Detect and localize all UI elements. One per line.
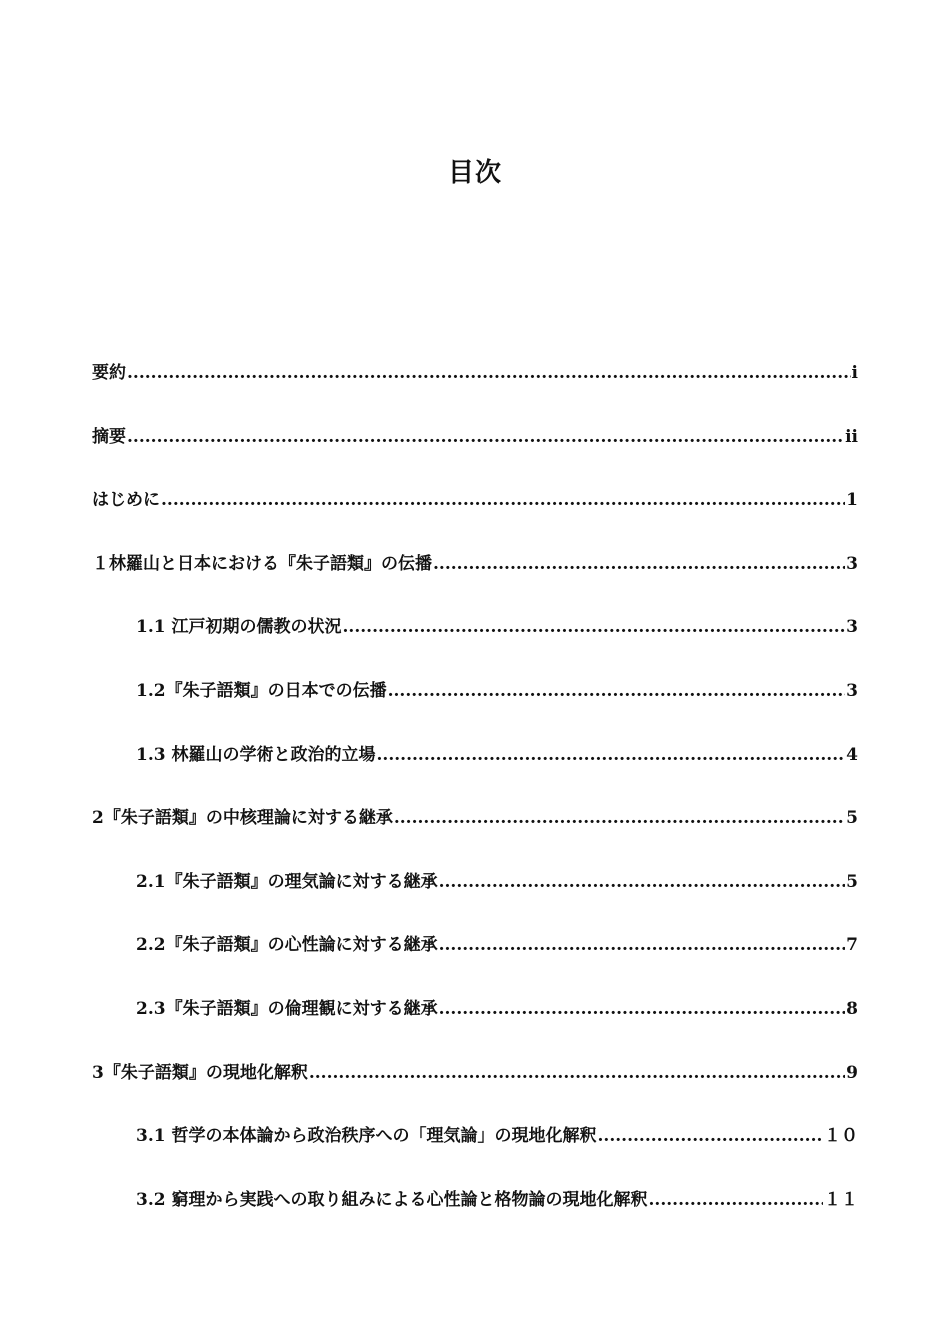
toc-entry-label: 要約 (92, 363, 126, 383)
toc-dot-leader (439, 999, 846, 1019)
toc-entry[interactable] (92, 803, 858, 867)
toc-entry-page: 9 (846, 1062, 858, 1083)
toc-dot-leader (377, 745, 846, 765)
toc-subentry[interactable] (92, 1185, 858, 1249)
toc-entry-page: 3 (846, 553, 858, 574)
toc-entry-label: 2.3『朱子語類』の倫理観に対する継承 (136, 998, 438, 1019)
toc-entry-page: 3 (846, 617, 858, 638)
toc-subentry[interactable] (92, 740, 858, 804)
toc-entry-page: 8 (846, 998, 858, 1019)
toc-entry-page: 4 (846, 744, 858, 765)
toc-subentry[interactable] (92, 676, 858, 740)
toc-entry-page: i (851, 363, 858, 383)
toc-entry[interactable] (92, 422, 858, 486)
toc-dot-leader (649, 1190, 824, 1210)
toc-entry[interactable] (92, 485, 858, 549)
toc-entry-label: 1.2『朱子語類』の日本での伝播 (136, 680, 387, 701)
toc-dot-leader (161, 490, 845, 510)
toc-dot-leader (127, 427, 844, 447)
toc-subentry[interactable] (92, 612, 858, 676)
toc-entry[interactable] (92, 549, 858, 613)
toc-subentry[interactable] (92, 867, 858, 931)
toc-entry-label: 2.2『朱子語類』の心性論に対する継承 (136, 935, 438, 956)
toc-entry-page: 5 (846, 871, 858, 892)
toc-entry-page: 3 (846, 680, 858, 701)
toc-entry-page: ii (845, 426, 858, 447)
toc-entry-label: １林羅山と日本における『朱子語類』の伝播 (92, 553, 432, 574)
toc-dot-leader (598, 1126, 824, 1146)
toc-entry-label: 3『朱子語類』の現地化解釈 (92, 1062, 308, 1083)
toc-entry-page: 7 (846, 935, 858, 956)
toc-entry-label: はじめに (92, 490, 160, 511)
toc-subentry[interactable] (92, 994, 858, 1058)
toc-entry-page: 1 (846, 490, 858, 511)
toc-entry-label: 1.3 林羅山の学術と政治的立場 (136, 744, 376, 765)
toc-entry-page: １０ (824, 1126, 858, 1147)
toc-dot-leader (388, 681, 846, 701)
toc-subentry[interactable] (92, 1121, 858, 1185)
toc-entry-label: 2『朱子語類』の中核理論に対する継承 (92, 808, 393, 829)
toc-dot-leader (309, 1063, 845, 1083)
toc-entry-label: 3.2 窮理から実践への取り組みによる心性論と格物論の現地化解釈 (136, 1189, 648, 1210)
toc-entry[interactable] (92, 1058, 858, 1122)
toc-dot-leader (343, 617, 846, 637)
page-title: 目次 (447, 158, 502, 188)
toc-dot-leader (439, 935, 846, 955)
toc-entry-page: １１ (824, 1189, 858, 1210)
toc-dot-leader (127, 363, 851, 383)
toc-entry-label: 1.1 江戸初期の儒教の状況 (136, 617, 342, 638)
toc-entry-label: 2.1『朱子語類』の理気論に対する継承 (136, 871, 438, 892)
toc-entry[interactable] (92, 358, 858, 422)
toc-list (92, 358, 858, 1248)
toc-subentry[interactable] (92, 930, 858, 994)
toc-dot-leader (439, 872, 846, 892)
toc-entry-page: 5 (846, 808, 858, 829)
toc-dot-leader (433, 554, 845, 574)
toc-entry-label: 摘要 (92, 426, 126, 447)
toc-dot-leader (394, 808, 845, 828)
toc-entry-label: 3.1 哲学の本体論から政治秩序への「理気論」の現地化解釈 (136, 1126, 597, 1147)
